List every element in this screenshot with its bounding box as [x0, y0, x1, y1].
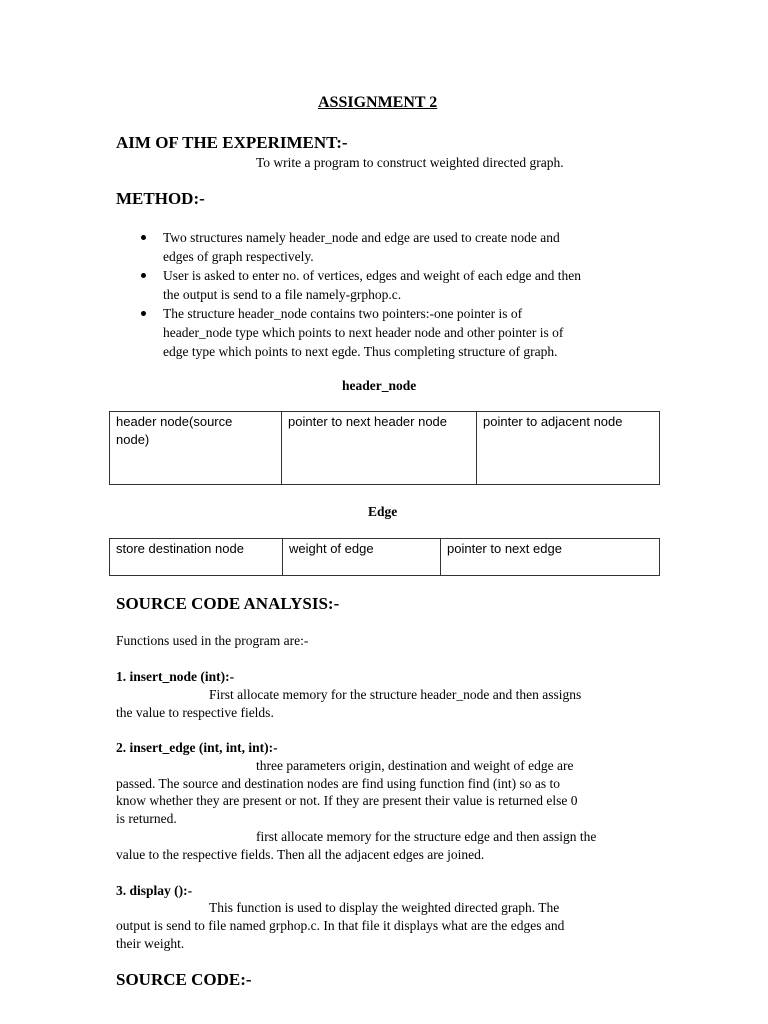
table-cell: pointer to next header node — [282, 412, 477, 485]
function-1-line-1: First allocate memory for the structure header_node and then assigns — [209, 687, 582, 702]
function-2-name: 2. insert_edge (int, int, int):- — [116, 740, 278, 755]
source-analysis-heading: SOURCE CODE ANALYSIS:- — [116, 594, 340, 613]
function-1-line-2: the value to respective fields. — [116, 705, 274, 720]
bullet-1-line-2: edges of graph respectively. — [163, 249, 314, 264]
function-1-name: 1. insert_node (int):- — [116, 669, 235, 684]
bullet-2-line-1: User is asked to enter no. of vertices, edges and weight of each edge and then — [163, 268, 581, 283]
function-2-line-1: three parameters origin, destination and weight of edge are — [256, 758, 574, 773]
page-title: ASSIGNMENT 2 — [318, 94, 438, 111]
function-3-name: 3. display ():- — [116, 883, 193, 898]
bullet-dot — [141, 235, 146, 240]
bullet-3-line-2: header_node type which points to next header node and other pointer is of — [163, 325, 564, 340]
bullet-3-line-1: The structure header_node contains two pointers:-one pointer is of — [163, 306, 523, 321]
bullet-2-line-2: the output is send to a file namely-grphop.c. — [163, 287, 402, 302]
header-node-caption: header_node — [342, 378, 417, 393]
function-3-line-3: their weight. — [116, 936, 185, 951]
table-cell: store destination node — [110, 539, 283, 576]
edge-table — [109, 538, 660, 576]
table-cell: header node(source node) — [110, 412, 282, 485]
table-cell: weight of edge — [283, 539, 441, 576]
header-node-table — [109, 411, 660, 485]
function-2-line-2: passed. The source and destination nodes are find using function find (int) so as to — [116, 776, 561, 791]
bullet-1-line-1: Two structures namely header_node and edge are used to create node and — [163, 230, 560, 245]
bullet-3-line-3: edge type which points to next egde. Thus completing structure of graph. — [163, 344, 558, 359]
function-2-line-4: is returned. — [116, 811, 177, 826]
function-2-line-3: know whether they are present or not. If they are present their value is returned else 0 — [116, 793, 578, 808]
function-3-line-1: This function is used to display the weighted directed graph. The — [209, 900, 560, 915]
source-code-heading: SOURCE CODE:- — [116, 970, 252, 989]
function-2-line-5: first allocate memory for the structure edge and then assign the — [256, 829, 597, 844]
table-cell: pointer to next edge — [441, 539, 660, 576]
function-2-line-6: value to the respective fields. Then all the adjacent edges are joined. — [116, 847, 485, 862]
method-heading: METHOD:- — [116, 189, 205, 208]
bullet-dot — [141, 311, 146, 316]
aim-heading: AIM OF THE EXPERIMENT:- — [116, 133, 348, 152]
table-cell: pointer to adjacent node — [477, 412, 660, 485]
aim-text: To write a program to construct weighted directed graph. — [256, 155, 564, 170]
bullet-dot — [141, 273, 146, 278]
function-3-line-2: output is send to file named grphop.c. In that file it displays what are the edges and — [116, 918, 565, 933]
edge-caption: Edge — [368, 504, 398, 519]
functions-intro: Functions used in the program are:- — [116, 633, 309, 648]
